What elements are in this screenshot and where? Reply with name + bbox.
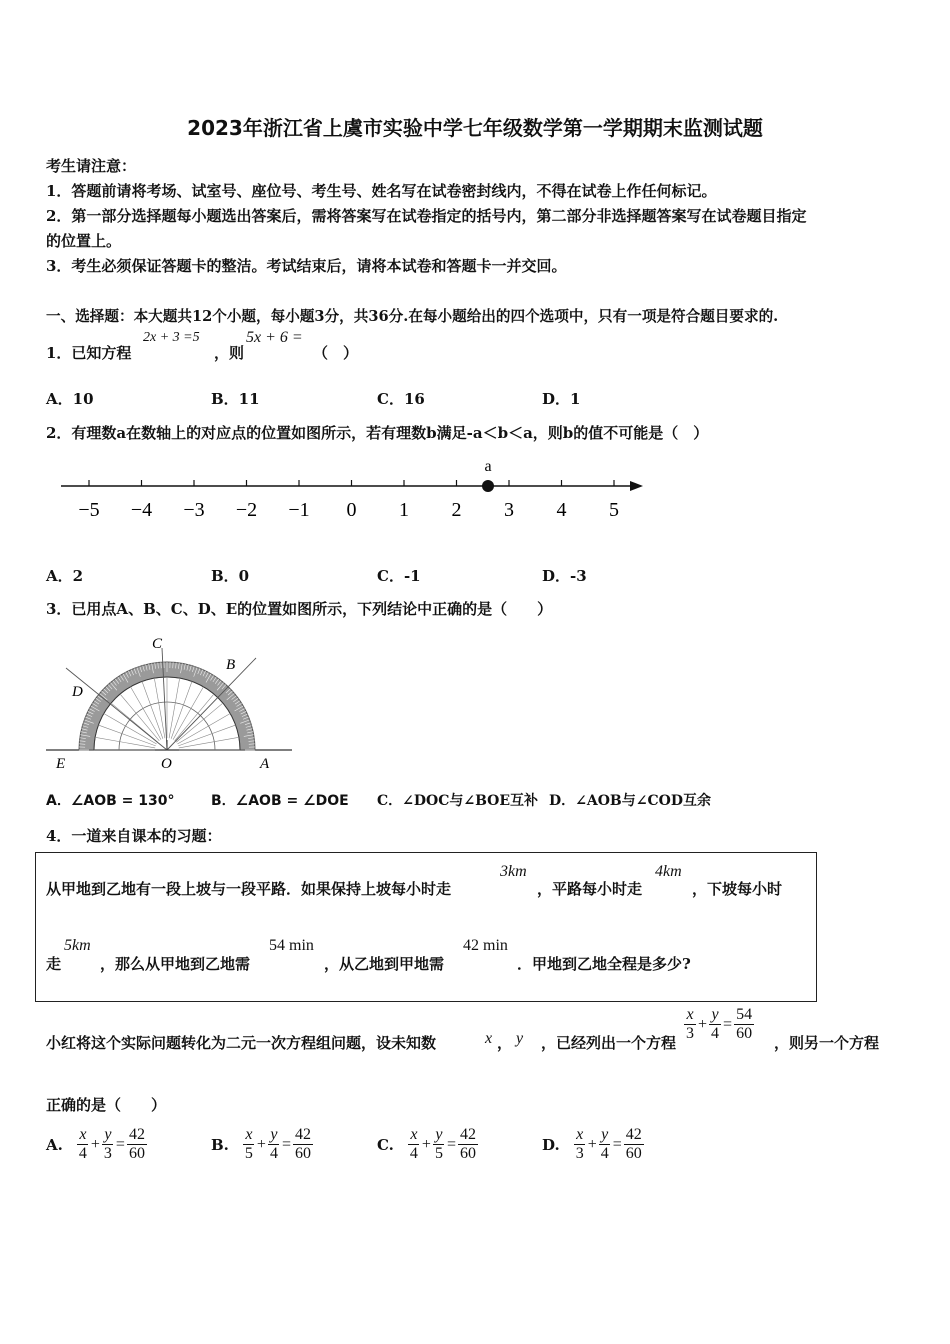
q3-option-b: B．∠AOB = ∠DOE — [211, 793, 349, 809]
q3-option-d: D．∠AOB与∠COD互余 — [549, 793, 711, 809]
q4-option-a: A. $\frac{x}{4}$ + $\frac{y}{3}$ = $\frac{42}{60}$ — [46, 1126, 145, 1162]
q1-mid: ，则 — [214, 344, 245, 362]
speed-flat: 4km — [655, 863, 682, 880]
q1-option-b: B．11 — [211, 390, 260, 408]
number-line-arrow — [630, 481, 643, 491]
point-a — [482, 480, 494, 492]
tick-label: −1 — [288, 499, 310, 521]
box-line2-d: ．甲地到乙地全程是多少? — [517, 955, 691, 973]
given-equation: $\frac{x}{3}$ + $\frac{y}{4}$ = $\frac{54}{60}$ — [686, 1006, 753, 1042]
q1-prefix: 1．已知方程 — [46, 344, 132, 362]
q4-line3-c: ，则另一个方程 — [774, 1034, 880, 1052]
tick-label: −4 — [130, 499, 153, 521]
tick-label: 1 — [399, 499, 409, 521]
label-a: A — [260, 756, 270, 772]
protractor-ray — [176, 703, 223, 742]
q3-text: 3．已用点A、B、C、D、E的位置如图所示，下列结论中正确的是（ ） — [46, 600, 553, 618]
q4-line3-a: 小红将这个实际问题转化为二元一次方程组问题，设未知数 — [46, 1034, 437, 1052]
tick-label: 4 — [556, 499, 567, 521]
q1-equation: 2x + 3 =5 — [143, 330, 200, 345]
page-title: 2023年浙江省上虞市实验中学七年级数学第一学期期末监测试题 — [187, 116, 763, 140]
box-line1-a: 从甲地到乙地有一段上坡与一段平路．如果保持上坡每小时走 — [46, 880, 452, 898]
number-line — [55, 448, 655, 528]
label-b: B — [226, 657, 236, 673]
label-c: C — [152, 636, 163, 652]
q3-option-a: A．∠AOB = 130° — [46, 793, 175, 809]
q4-comma: ， — [497, 1034, 513, 1052]
tick-label: 3 — [504, 499, 514, 521]
section-heading: 一、选择题：本大题共12个小题，每小题3分，共36分.在每小题给出的四个选项中，只有一项是符合题目要求的. — [46, 308, 779, 325]
problem-box — [35, 852, 817, 1002]
q4-option-c: C. $\frac{x}{4}$ + $\frac{y}{5}$ = $\frac{42}{60}$ — [377, 1126, 476, 1162]
notice-item-3: 3．考生必须保证答题卡的整洁。考试结束后，请将本试卷和答题卡一并交回。 — [46, 257, 567, 275]
var-y: y — [516, 1030, 524, 1047]
tick-label: −2 — [235, 499, 258, 521]
label-o: O — [161, 756, 172, 772]
notice-item-1: 1．答题前请将考场、试室号、座位号、考生号、姓名写在试卷密封线内，不得在试卷上作任何标记。 — [46, 182, 717, 200]
box-line2-a: 走 — [46, 955, 62, 973]
q3-option-c: C．∠DOC与∠BOE互补 — [377, 793, 539, 809]
q1-option-a: A．10 — [46, 390, 94, 408]
q1-paren: （ ） — [313, 344, 359, 362]
notice-item-2-cont: 的位置上。 — [46, 232, 122, 250]
q4-line4: 正确的是（ ） — [46, 1096, 167, 1114]
q4-text: 4．一道来自课本的习题： — [46, 827, 222, 845]
label-d: D — [72, 684, 83, 700]
q4-option-d: D. $\frac{x}{3}$ + $\frac{y}{4}$ = $\frac{42}{60}$ — [542, 1126, 642, 1162]
notice-item-2: 2．第一部分选择题每小题选出答案后，需将答案写在试卷指定的括号内，第二部分非选择题答案写在试卷题目指定 — [46, 207, 807, 225]
label-e: E — [56, 756, 66, 772]
box-line1-c: ，下坡每小时 — [692, 880, 783, 898]
q2-option-b: B．0 — [211, 567, 250, 585]
protractor-ray — [175, 694, 214, 741]
tick-label: 0 — [346, 499, 357, 521]
notice-heading: 考生请注意： — [46, 157, 137, 175]
q1-option-d: D．1 — [542, 390, 581, 408]
q2-option-c: C．-1 — [377, 567, 421, 585]
time-back: 42 min — [463, 937, 508, 954]
speed-downhill: 5km — [64, 937, 91, 954]
q4-line3-b: ，已经列出一个方程 — [541, 1034, 677, 1052]
q2-option-a: A．2 — [46, 567, 84, 585]
protractor-figure — [44, 628, 304, 773]
box-line2-b: ，那么从甲地到乙地需 — [100, 955, 251, 973]
box-line1-b: ，平路每小时走 — [537, 880, 643, 898]
time-forward: 54 min — [269, 937, 314, 954]
tick-label: −3 — [183, 499, 205, 521]
q2-option-d: D．-3 — [542, 567, 587, 585]
box-line2-c: ，从乙地到甲地需 — [324, 955, 445, 973]
q1-expression: 5x + 6 = — [246, 329, 303, 346]
q1-option-c: C．16 — [377, 390, 425, 408]
point-a-label: a — [484, 458, 492, 475]
var-x: x — [485, 1030, 493, 1047]
speed-uphill: 3km — [500, 863, 527, 880]
q2-text: 2．有理数a在数轴上的对应点的位置如图所示，若有理数b满足-a＜b＜a，则b的值不可能是（ ） — [46, 424, 709, 442]
tick-label: 2 — [451, 499, 462, 521]
protractor-ray — [120, 694, 159, 741]
q4-option-b: B. $\frac{x}{5}$ + $\frac{y}{4}$ = $\frac{42}{60}$ — [211, 1126, 311, 1162]
tick-label: −5 — [78, 499, 100, 521]
tick-label: 5 — [609, 499, 619, 521]
